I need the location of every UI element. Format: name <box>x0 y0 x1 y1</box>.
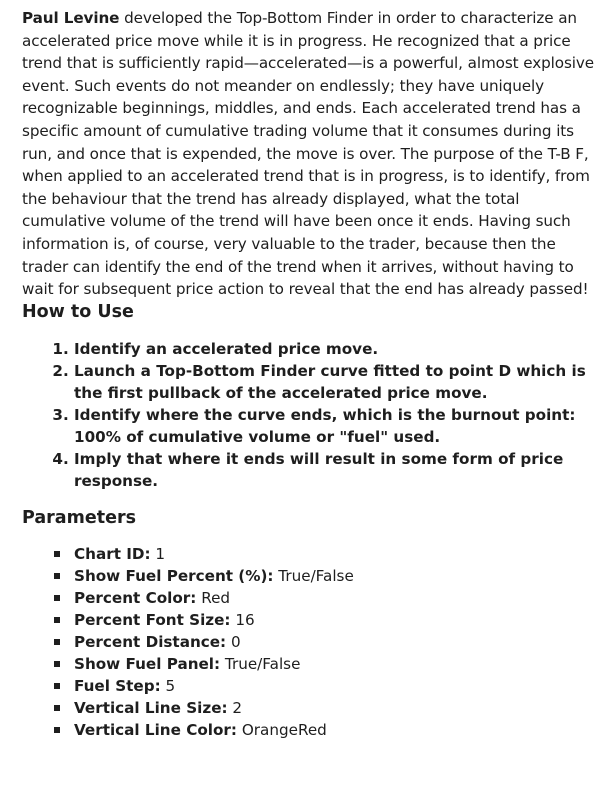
parameter-name: Vertical Line Color: <box>74 720 237 739</box>
square-bullet-icon <box>54 551 60 557</box>
parameter-name: Chart ID: <box>74 544 151 563</box>
parameter-item <box>74 609 601 631</box>
parameter-item <box>74 631 601 653</box>
parameter-item <box>74 587 601 609</box>
parameter-value: 0 <box>226 632 241 651</box>
parameter-name: Vertical Line Size: <box>74 698 228 717</box>
parameter-value: 16 <box>230 610 255 629</box>
step-item: 1. Identify an accelerated price move. <box>74 338 601 360</box>
how-to-use-heading: How to Use <box>22 301 134 322</box>
square-bullet-icon <box>54 705 60 711</box>
parameter-item <box>74 719 601 741</box>
square-bullet-icon <box>54 595 60 601</box>
parameter-item <box>74 543 601 565</box>
parameter-value: 1 <box>150 544 166 563</box>
parameter-name: Show Fuel Panel: <box>74 654 221 673</box>
parameter-item <box>74 697 601 719</box>
parameters-list <box>22 543 601 741</box>
parameter-name: Percent Distance: <box>74 632 227 651</box>
intro-body-text: developed the Top-Bottom Finder in order to characterize an accelerated price move while it is in progress. He recognized that a price trend that is sufficiently rapid—accelerated—is a powerful, almost explosive event. Such events do not meander on endlessly; they have uniquely recognizable beginnings, middles, and ends. Each accelerated trend has a specific amount of cumulative trading volume that it consumes during its run, and once that is expended, the move is over. The purpose of the T-B F, when applied to an accelerated trend that is in progress, is to identify, from the behaviour that the trend has already displayed, what the total cumulative volume of the trend will have been once it ends. Having such information is, of course, very valuable to the trader, because then the trader can identify the end of the trend when it arrives, without having to wait for subsequent price action to reveal that the end has already passed! <box>22 9 595 299</box>
parameter-item <box>74 675 601 697</box>
parameter-name: Show Fuel Percent (%): <box>74 566 274 585</box>
parameter-name: Percent Color: <box>74 588 197 607</box>
parameter-item <box>74 653 601 675</box>
parameters-heading: Parameters <box>22 507 136 528</box>
parameter-value: 2 <box>227 698 243 717</box>
square-bullet-icon <box>54 727 60 733</box>
parameter-value: Red <box>196 588 231 607</box>
square-bullet-icon <box>54 639 60 645</box>
intro-author-name: Paul Levine <box>22 9 120 27</box>
how-to-use-steps <box>22 338 601 492</box>
square-bullet-icon <box>54 683 60 689</box>
intro-paragraph <box>22 7 601 301</box>
square-bullet-icon <box>54 617 60 623</box>
parameter-value: 5 <box>160 676 176 695</box>
parameter-value: True/False <box>220 654 301 673</box>
parameter-name: Percent Font Size: <box>74 610 231 629</box>
parameter-value: True/False <box>273 566 354 585</box>
step-item: 3. Identify where the curve ends, which is the burnout point: 100% of cumulative volume or "fuel" used. <box>74 404 601 448</box>
step-item: 4. Imply that where it ends will result in some form of price response. <box>74 448 601 492</box>
parameter-value: OrangeRed <box>237 720 327 739</box>
parameter-name: Fuel Step: <box>74 676 161 695</box>
parameter-item <box>74 565 601 587</box>
square-bullet-icon <box>54 661 60 667</box>
square-bullet-icon <box>54 573 60 579</box>
step-item: 2. Launch a Top-Bottom Finder curve fitted to point D which is the first pullback of the accelerated price move. <box>74 360 601 404</box>
